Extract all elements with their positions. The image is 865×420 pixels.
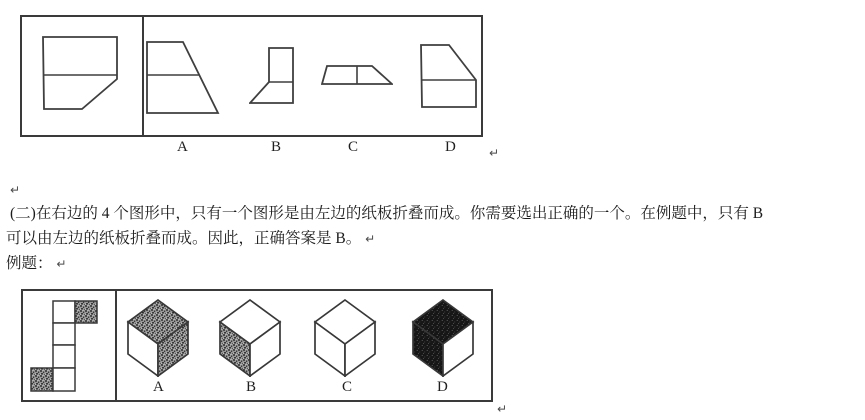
cube-option-a bbox=[126, 299, 190, 377]
question1-box-divider bbox=[142, 17, 144, 135]
cube-option-c bbox=[313, 299, 377, 377]
example-label-b: B bbox=[246, 379, 257, 395]
example-box-divider bbox=[115, 291, 117, 400]
cube-net-shape bbox=[30, 300, 98, 392]
example-return-mark: ↵ bbox=[497, 402, 508, 416]
example-label-a: A bbox=[153, 379, 165, 395]
question1-source-paper-shape bbox=[42, 36, 120, 112]
net-square-bottom bbox=[53, 368, 75, 391]
cube-option-b bbox=[218, 299, 282, 377]
question1-label-d: D bbox=[445, 139, 457, 155]
instruction-line-2-text: 可以由左边的纸板折叠而成。因此，正确答案是 B。 bbox=[6, 230, 362, 247]
source-outline bbox=[43, 37, 117, 109]
instruction-line-2 bbox=[6, 226, 375, 248]
question1-option-b-shape bbox=[249, 47, 295, 105]
question1-option-a-shape bbox=[146, 41, 220, 115]
instruction-line-1 bbox=[10, 201, 763, 223]
question1-label-a: A bbox=[177, 139, 189, 155]
question1-figure-box bbox=[20, 15, 483, 137]
net-square-2 bbox=[53, 323, 75, 345]
paragraph-return-mark: ↵ bbox=[489, 146, 500, 160]
question1-label-b: B bbox=[271, 139, 282, 155]
line-2-return-mark: ↵ bbox=[365, 232, 376, 246]
net-square-3 bbox=[53, 345, 75, 368]
question1-label-c: C bbox=[348, 139, 359, 155]
empty-line-return-mark: ↵ bbox=[10, 183, 21, 197]
option-b-outline bbox=[250, 48, 293, 103]
example-heading-text: 例题： bbox=[6, 255, 53, 272]
option-a-outline bbox=[147, 42, 218, 113]
example-label-c: C bbox=[342, 379, 353, 395]
example-heading-line bbox=[6, 251, 66, 273]
line-3-return-mark: ↵ bbox=[56, 257, 67, 271]
question1-option-c-shape bbox=[321, 65, 393, 85]
example-figure-box bbox=[21, 289, 493, 402]
option-d-outline bbox=[421, 45, 476, 107]
example-label-d: D bbox=[437, 379, 449, 395]
question1-option-d-shape bbox=[420, 44, 478, 109]
net-square-top bbox=[53, 301, 75, 323]
net-square-bottom-left-shaded bbox=[31, 368, 53, 391]
instruction-line-1-text: (二)在右边的 4 个图形中，只有一个图形是由左边的纸板折叠而成。你需要选出正确的一个。在例题中，只有 B bbox=[10, 205, 764, 222]
cube-option-d bbox=[411, 299, 475, 377]
net-square-top-right-shaded bbox=[75, 301, 97, 323]
